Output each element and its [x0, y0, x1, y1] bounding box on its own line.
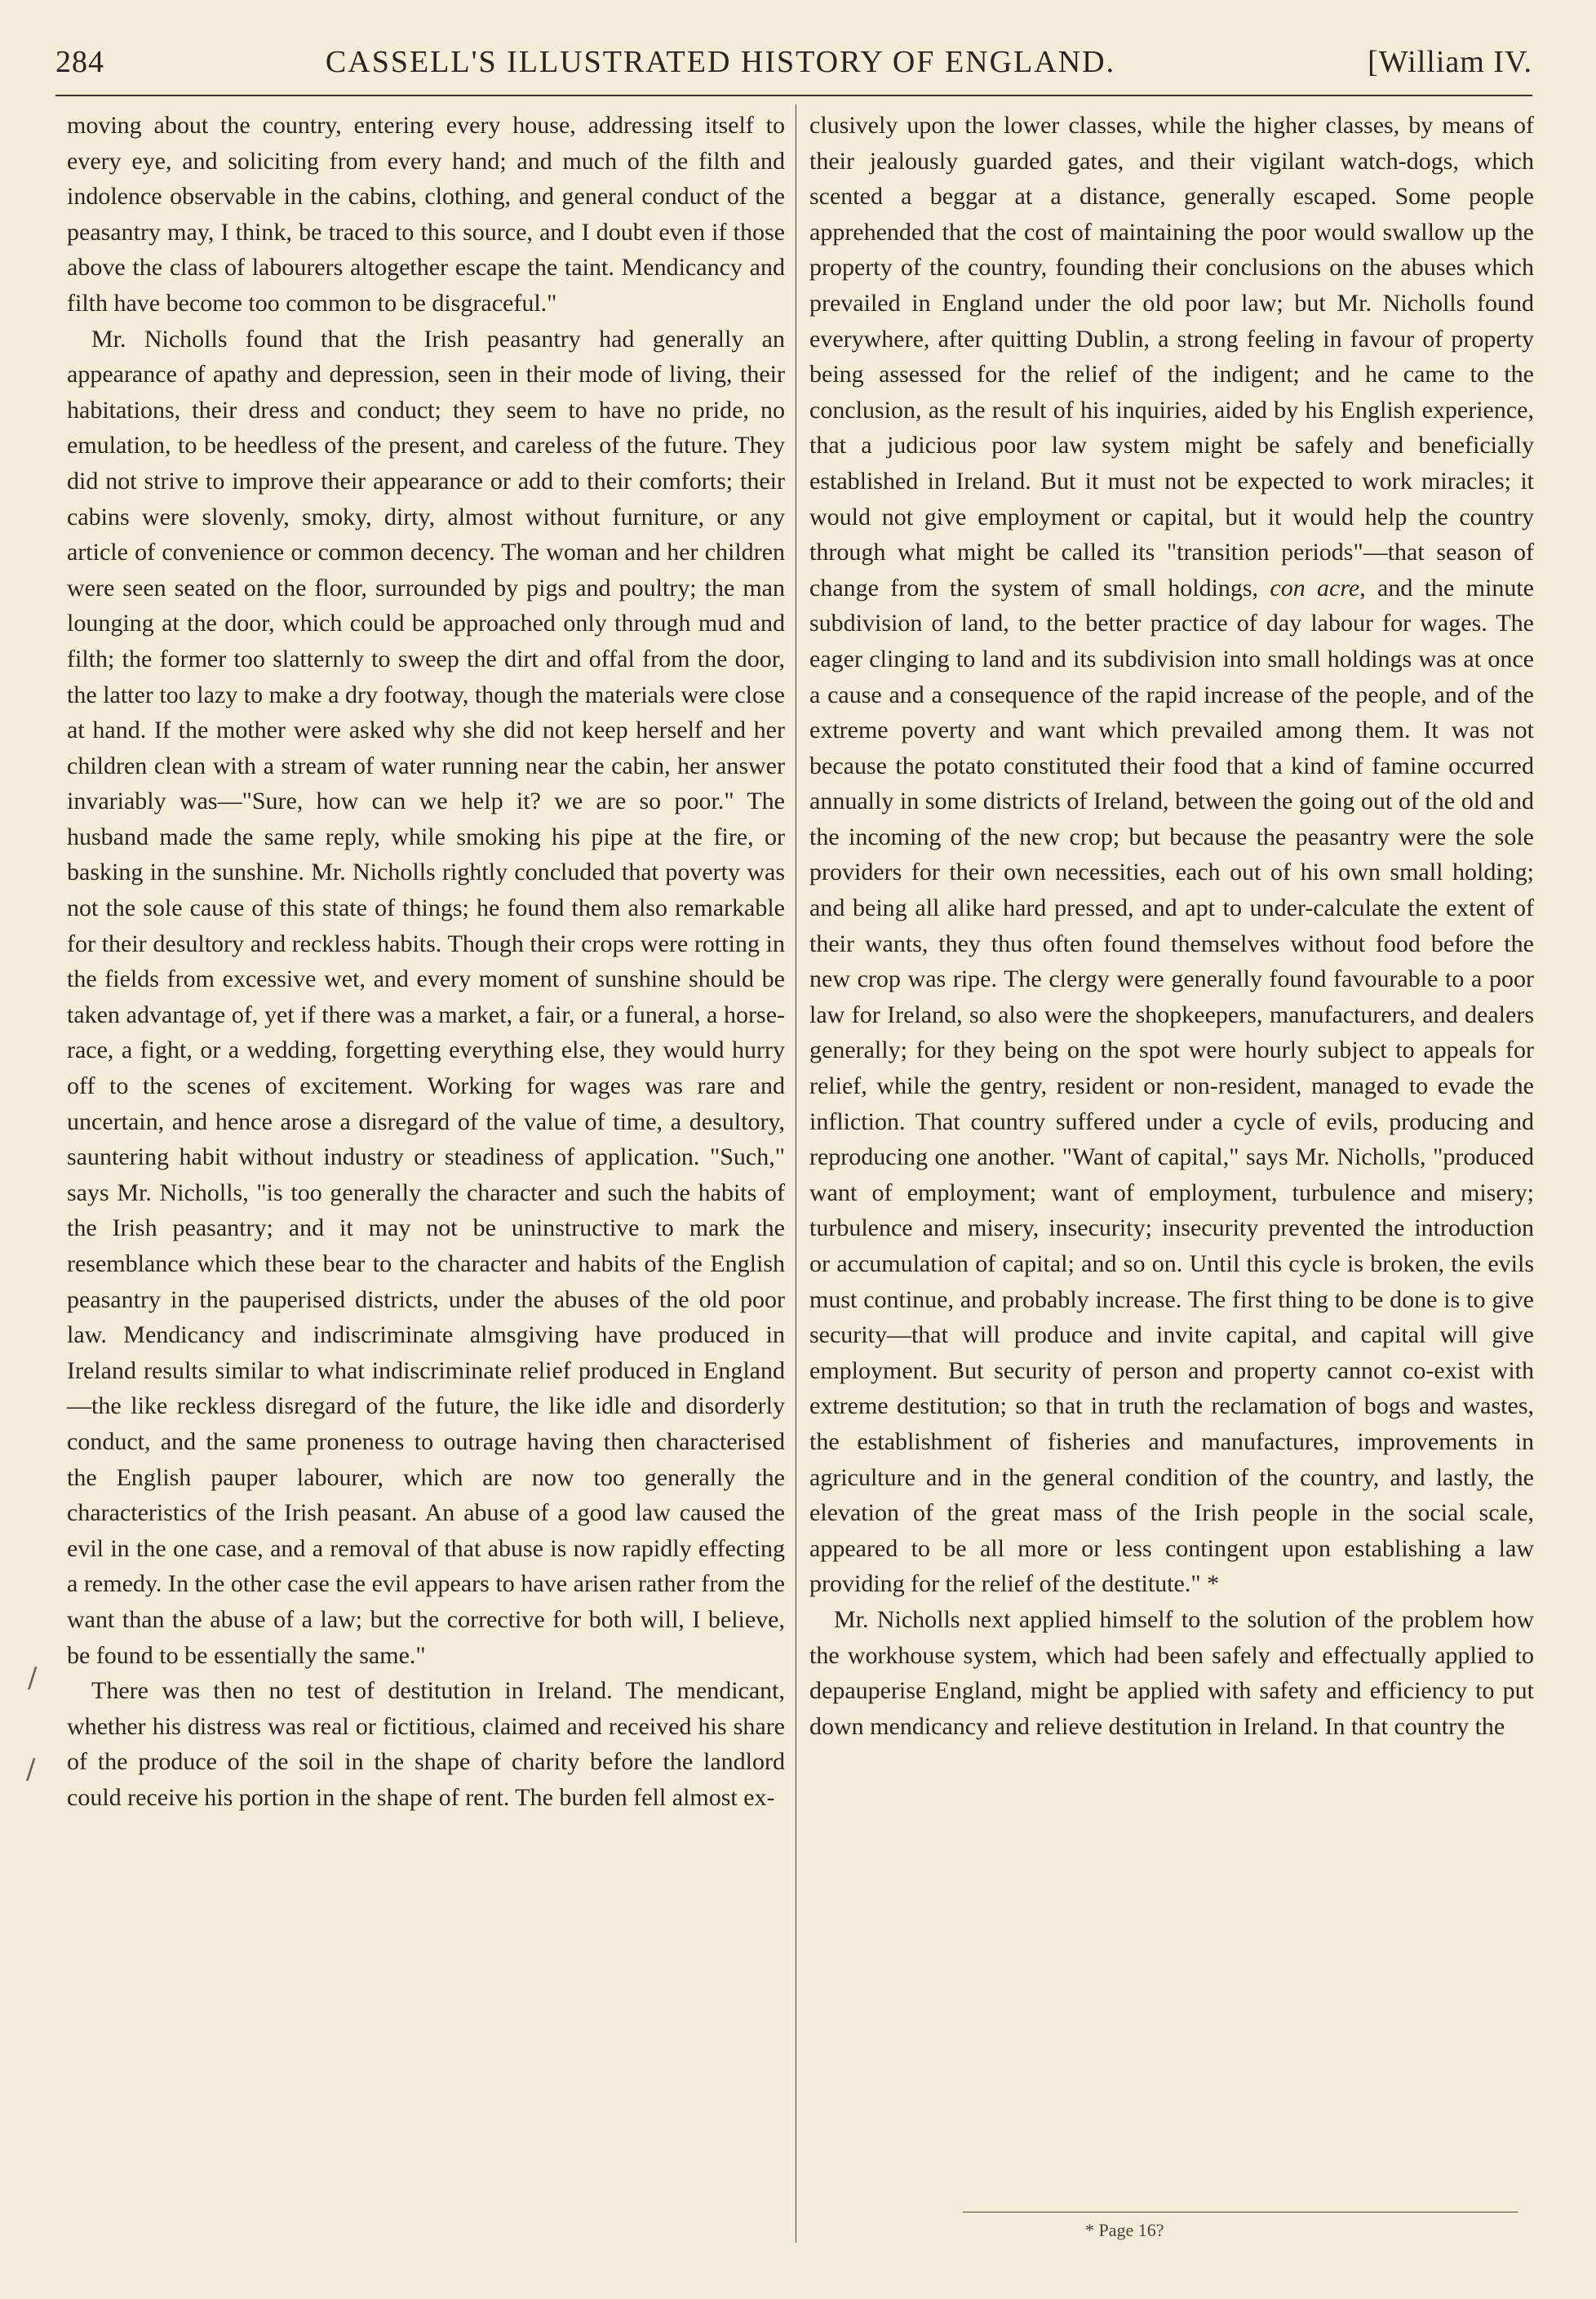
running-title: CASSELL'S ILLUSTRATED HISTORY OF ENGLAND. — [325, 45, 1116, 79]
paragraph — [809, 108, 1534, 1602]
section-label: [William IV. — [1368, 45, 1532, 79]
header-rule — [55, 95, 1532, 96]
margin-pencil-mark: / — [28, 1662, 38, 1694]
running-header — [55, 33, 1532, 91]
page-number: 284 — [55, 45, 104, 79]
paragraph: Mr. Nicholls next applied himself to the solution of the problem how the workhouse system, which had been safely and effectually applied to depauperise England, might be applied with safety and efficiency to put down mendicancy and relieve destitution in Ireland. In that country the — [809, 1605, 1534, 1740]
paragraph: There was then no test of destitution in Ireland. The mendicant, whether his distress was real or fictitious, claimed and received his share of the produce of the soil in the shape of charity before the landlord could receive his portion in the shape of rent. The burden fell almost ex- — [67, 1677, 785, 1811]
paragraph-text: clusively upon the lower classes, while the higher classes, by means of their jealously guarded gates, and their vigilant watch-dogs, which scented a beggar at a distance, generally escaped. Some people apprehended that the cost of maintaining the poor would swallow up the property of the country, founding their conclusions on the abuses which prevailed in England under the old poor law; but Mr. Nicholls found everywhere, after quitting Dublin, a strong feeling in favour of property being assessed for the relief of the indigent; and he came to the conclusion, as the result of his inquiries, aided by his English experience, that a judicious poor law system might be safely and beneficially established in Ireland. But it must not be expected to work miracles; it would not give employment or capital, but it would help the country through what might be called its "transition periods"—that season of change from the system of small holdings, — [809, 112, 1534, 601]
italic-term: con acre — [1270, 574, 1360, 601]
margin-pencil-mark: / — [26, 1753, 36, 1786]
footnote: * Page 16? — [1085, 2220, 1164, 2240]
left-column — [67, 108, 785, 1816]
paragraph-text: , and the minute subdivision of land, to the better practice of day labour for wages. The eager clinging to land and its subdivision into small holdings was at once a cause and a consequence of the rapid increase of the people, and of the extreme poverty and want which prevailed among them. It was not because the potato constituted their food that a kind of famine occurred annually in some districts of Ireland, between the going out of the old and the incoming of the new crop; but because the peasantry were the sole providers for their own necessities, each out of his own small holding; and being all alike hard pressed, and apt to under-calculate the extent of their wants, they thus often found themselves without food before the new crop was ripe. The clergy were generally found favourable to a poor law for Ireland, so also were the shopkeepers, manufacturers, and dealers generally; for they being on the spot were hourly subject to appeals for relief, while the gentry, resident or non-resident, managed to evade the infliction. That country suffered under a cycle of evils, producing and reproducing one another. "Want of capital," says Mr. Nicholls, "produced want of employment; want of employment, turbulence and misery; turbulence and misery, insecurity; insecurity prevented the introduction or accumulation of capital; and so on. Until this cycle is broken, the evils must continue, and probably increase. The first thing to be done is to give security—that will produce and invite capital, and capital will give employment. But security of person and property cannot co-exist with extreme destitution; so that in truth the reclamation of bogs and wastes, the establishment of fisheries and manufactures, improvements in agriculture and in the general condition of the country, and lastly, the elevation of the great mass of the Irish people in the social scale, appeared to be all more or less contingent upon establishing a law providing for the relief of the destitute." * — [809, 574, 1534, 1598]
paragraph: moving about the country, entering every house, addressing itself to every eye, and soliciting from every hand; and much of the filth and indolence observable in the cabins, clothing, and general conduct of the peasantry may, I think, be traced to this source, and I doubt even if those above the class of labourers altogether escape the taint. Mendicancy and filth have become too common to be disgraceful." — [67, 112, 785, 317]
right-column — [809, 108, 1534, 1744]
paragraph: Mr. Nicholls found that the Irish peasantry had generally an appearance of apathy and depression, seen in their mode of living, their habitations, their dress and conduct; they seem to have no pride, no emulation, to be heedless of the present, and careless of the future. They did not strive to improve their appearance or add to their comforts; their cabins were slovenly, smoky, dirty, almost without furniture, or any article of convenience or common decency. The woman and her children were seen seated on the floor, surrounded by pigs and poultry; the man lounging at the door, which could be approached only through mud and filth; the former too slatternly to sweep the dirt and offal from the door, the latter too lazy to make a dry footway, though the materials were close at hand. If the mother were asked why she did not keep herself and her children clean with a stream of water running near the cabin, her answer invariably was—"Sure, how can we help it? we are so poor." The husband made the same reply, while smoking his pipe at the fire, or basking in the sunshine. Mr. Nicholls rightly concluded that poverty was not the sole cause of this state of things; he found them also remarkable for their desultory and reckless habits. Though their crops were rotting in the fields from excessive wet, and every moment of sunshine should be taken advantage of, yet if there was a market, a fair, or a funeral, a horse-race, a fight, or a wedding, forgetting everything else, they would hurry off to the scenes of excitement. Working for wages was rare and uncertain, and hence arose a disregard of the value of time, a desultory, sauntering habit without industry or steadiness of application. "Such," says Mr. Nicholls, "is too generally the character and such the habits of the Irish peasantry; and it may not be uninstructive to mark the resemblance which these bear to the character and habits of the English peasantry in the pauperised districts, under the abuses of the old poor law. Mendicancy and indiscriminate almsgiving have produced in Ireland results similar to what indiscriminate relief produced in England—the like reckless disregard of the future, the like idle and disorderly conduct, and the same proneness to outrage having then characterised the English pauper labourer, which are now too generally the characteristics of the Irish peasant. An abuse of a good law caused the evil in the one case, and a removal of that abuse is now rapidly effecting a remedy. In the other case the evil appears to have arisen rather from the want than the abuse of a law; but the corrective for both will, I believe, be found to be essentially the same." — [67, 325, 785, 1669]
